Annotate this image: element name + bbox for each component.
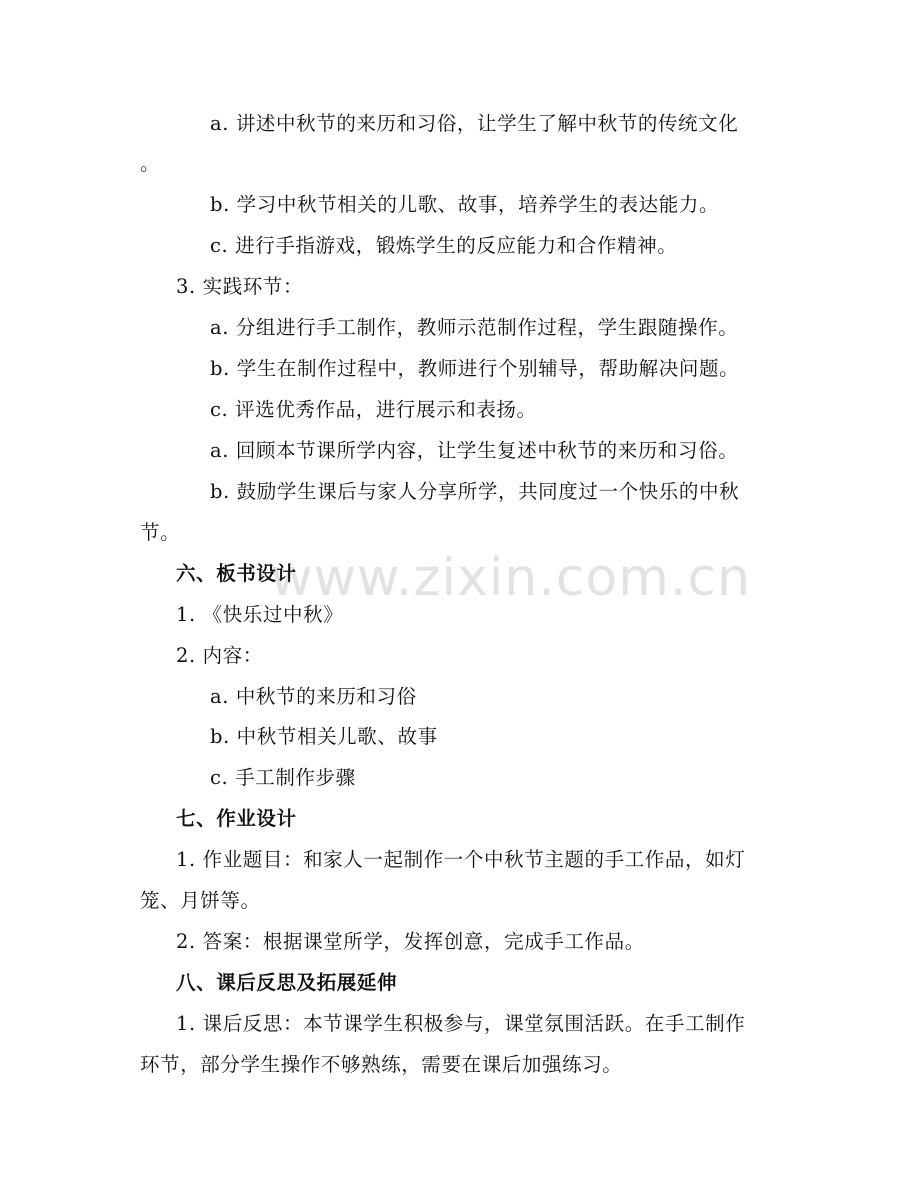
paragraph-line: c. 手工制作步骤: [210, 766, 356, 789]
paragraph-line: 2. 内容：: [176, 644, 263, 667]
paragraph-line: a. 分组进行手工制作，教师示范制作过程，学生跟随操作。: [210, 316, 739, 339]
section-heading: 六、板书设计: [176, 562, 297, 585]
paragraph-line: 环节，部分学生操作不够熟练，需要在课后加强练习。: [140, 1053, 623, 1076]
paragraph-line: 。: [140, 152, 161, 175]
paragraph-line: a. 回顾本节课所学内容，让学生复述中秋节的来历和习俗。: [210, 439, 739, 462]
paragraph-line: 1. 《快乐过中秋》: [176, 603, 344, 626]
paragraph-line: c. 进行手指游戏，锻炼学生的反应能力和合作精神。: [210, 234, 678, 257]
section-heading: 七、作业设计: [176, 807, 297, 830]
paragraph-line: 3. 实践环节：: [176, 275, 304, 298]
watermark: www.zixin.com.cn: [270, 548, 751, 608]
paragraph-line: a. 讲述中秋节的来历和习俗，让学生了解中秋节的传统文化: [210, 112, 739, 135]
paragraph-line: 1. 作业题目：和家人一起制作一个中秋节主题的手工作品，如灯: [176, 848, 746, 871]
section-heading: 八、课后反思及拓展延伸: [176, 971, 398, 994]
paragraph-line: c. 评选优秀作品，进行展示和表扬。: [210, 398, 537, 421]
paragraph-line: 1. 课后反思：本节课学生积极参与，课堂氛围活跃。在手工制作: [176, 1012, 746, 1035]
paragraph-line: a. 中秋节的来历和习俗: [210, 685, 417, 708]
paragraph-line: b. 中秋节相关儿歌、故事: [210, 725, 438, 748]
paragraph-line: b. 学习中秋节相关的儿歌、故事，培养学生的表达能力。: [210, 193, 720, 216]
paragraph-line: b. 学生在制作过程中，教师进行个别辅导，帮助解决问题。: [210, 357, 740, 380]
paragraph-line: 2. 答案：根据课堂所学，发挥创意，完成手工作品。: [176, 930, 645, 953]
paragraph-line: 节。: [140, 521, 181, 544]
paragraph-line: b. 鼓励学生课后与家人分享所学，共同度过一个快乐的中秋: [210, 480, 740, 503]
paragraph-line: 笼、月饼等。: [140, 889, 261, 912]
